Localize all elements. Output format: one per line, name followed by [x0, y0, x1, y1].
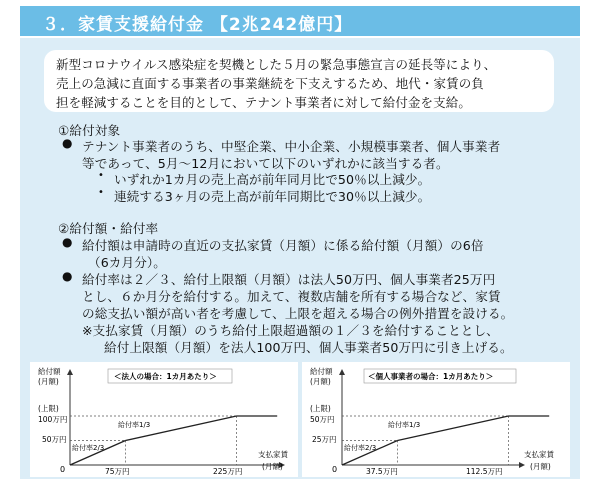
rate-label: 給付率1/3: [388, 421, 421, 429]
x-axis-label: 支払家賃: [524, 450, 554, 459]
bullet-icon: ●: [62, 235, 73, 249]
origin-label: 0: [60, 465, 66, 474]
y-tick-label: 50万円: [310, 415, 335, 424]
x-axis-label: (月額): [530, 462, 551, 471]
section2-text: （6カ月分）。: [88, 255, 166, 270]
summary-line: 新型コロナウイルス感染症を契機とした５月の緊急事態宣言の延長等により、: [56, 57, 497, 72]
y-tick-label: 100万円: [38, 415, 68, 424]
y-axis-label: 給付額: [38, 367, 61, 376]
section-header: [20, 6, 580, 36]
summary-line: 売上の急減に直面する事業者の事業継続を下支えするため、地代・家賃の負: [56, 76, 484, 91]
section1-heading: ①給付対象: [58, 123, 121, 138]
chart-corporate-svg: [30, 362, 298, 477]
y-tick-label: 50万円: [42, 435, 67, 444]
chart-corporate: [30, 362, 298, 477]
summary-box: [44, 50, 554, 112]
bullet-icon: ●: [62, 269, 73, 283]
chart-individual-svg: [302, 362, 570, 477]
section2-note: ※支払家賃（月額）のうち給付上限超過額の１／３を給付することとし、: [82, 323, 499, 338]
rate-label: 給付率2/3: [344, 444, 377, 452]
origin-label: 0: [332, 465, 338, 474]
y-tick-label: 25万円: [312, 435, 337, 444]
section2-note: 給付上限額（月額）を法人100万円、個人事業者50万円に引き上げる。: [104, 340, 513, 355]
x-axis-label: 支払家賃: [258, 450, 288, 459]
section2-heading: ②給付額・給付率: [58, 221, 159, 236]
chart-individual: [302, 362, 570, 477]
section2-text: 給付額は申請時の直近の支払家賃（月額）に係る給付額（月額）の6倍: [82, 238, 484, 253]
upper-limit-label: (上限): [310, 404, 331, 413]
section1-text: テナント事業者のうち、中堅企業、中小企業、小規模事業者、個人事業者: [82, 139, 501, 154]
section1-text: 等であって、5月〜12月において以下のいずれかに該当する者。: [82, 156, 449, 171]
x-tick-label: 37.5万円: [366, 467, 398, 476]
upper-limit-label: (上限): [38, 404, 59, 413]
x-axis-label: (月額): [262, 462, 283, 471]
chart-title: ＜法人の場合：1カ月あたり＞: [114, 372, 217, 381]
section1-sub: いずれか1カ月の売上高が前年同月比で50％以上減少。: [114, 172, 431, 187]
section-title: ３．家賃支援給付金 【2兆242億円】: [42, 15, 353, 35]
section1-sub: 連続する3ヶ月の売上高が前年同期比で30％以上減少。: [114, 189, 431, 204]
rate-label: 給付率2/3: [72, 444, 105, 452]
x-tick-label: 225万円: [213, 467, 243, 476]
summary-line: 担を軽減することを目的として、テナント事業者に対して給付金を支給。: [56, 95, 471, 110]
x-tick-label: 112.5万円: [466, 467, 503, 476]
section2-text: の総支払い額が高い者を考慮して、上限を超える場合の例外措置を設ける。: [82, 306, 514, 321]
y-axis-label: (月額): [310, 377, 331, 386]
sub-bullet-icon: •: [98, 170, 104, 181]
y-axis-label: (月額): [38, 377, 59, 386]
y-axis-label: 給付額: [310, 367, 333, 376]
section2-text: 給付率は２／３、給付上限額（月額）は法人50万円、個人事業者25万円: [82, 272, 496, 287]
section2-text: とし、６か月分を給付する。加えて、複数店舗を所有する場合など、家賃: [82, 289, 501, 304]
sub-bullet-icon: •: [98, 187, 104, 198]
bullet-icon: ●: [62, 136, 73, 150]
rate-label: 給付率1/3: [118, 421, 151, 429]
x-tick-label: 75万円: [105, 467, 130, 476]
chart-title: ＜個人事業者の場合：1カ月あたり＞: [368, 372, 494, 381]
